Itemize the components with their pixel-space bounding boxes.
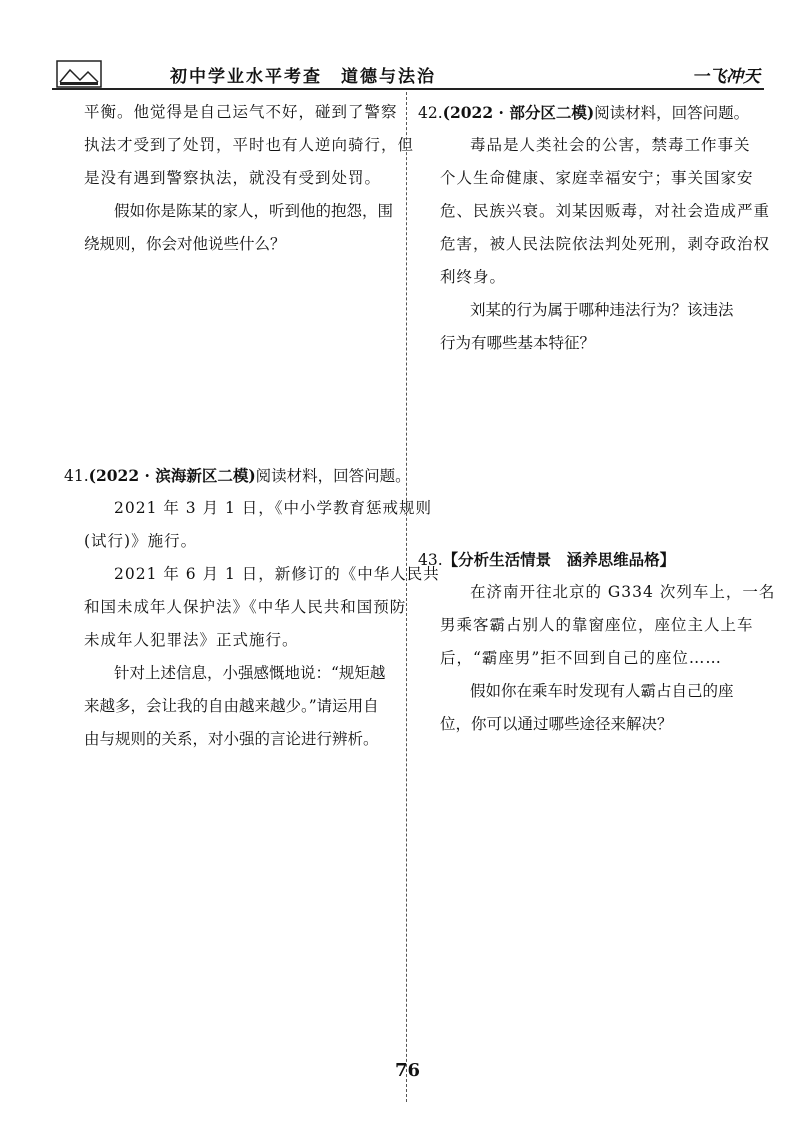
q42-material-line: 危、民族兴衰。刘某因贩毒，对社会造成严重 (440, 202, 771, 220)
q41-material-line: 2021 年 6 月 1 日，新修订的《中华人民共 (114, 565, 440, 583)
q41-material-line: 未成年人犯罪法》正式施行。 (84, 631, 299, 649)
q41-number: 41. (64, 467, 89, 485)
page-number: 76 (395, 1060, 421, 1081)
q41-question-line: 针对上述信息，小强感慨地说：“规矩越 (114, 664, 386, 682)
q41-material-line: 2021 年 3 月 1 日，《中小学教育惩戒规则 (114, 499, 433, 517)
q43-tag: 【分析生活情景 涵养思维品格】 (442, 550, 676, 569)
q40-material-line: 执法才受到了处罚，平时也有人逆向骑行，但 (84, 136, 415, 154)
q42-instruction: 阅读材料，回答问题。 (594, 104, 750, 122)
header-title: 初中学业水平考查 道德与法治 (170, 67, 436, 87)
q42-question-line: 行为有哪些基本特征？ (440, 334, 596, 352)
header-rule (52, 88, 764, 90)
q42-number: 42. (418, 104, 443, 122)
page-header (52, 58, 764, 90)
q43-material-line: 后，“霸座男”拒不回到自己的座位…… (440, 649, 722, 667)
q42-header (418, 97, 749, 129)
q41-instruction: 阅读材料，回答问题。 (255, 467, 411, 485)
q42-material-line: 个人生命健康、家庭幸福安宁；事关国家安 (440, 169, 754, 187)
q40-question-line: 假如你是陈某的家人，听到他的抱怨，围 (114, 202, 394, 220)
q41-question-line: 由与规则的关系，对小强的言论进行辨析。 (84, 730, 379, 748)
q42-material-line: 危害，被人民法院依法判处死刑，剥夺政治权 (440, 235, 771, 253)
q43-material-line: 在济南开往北京的 G334 次列车上，一名 (470, 583, 776, 601)
q42-material-line: 利终身。 (440, 268, 507, 286)
q42-source: (2022 · 部分区二模) (442, 103, 595, 122)
q43-material-line: 男乘客霸占别人的靠窗座位，座位主人上车 (440, 616, 754, 634)
q42-question-line: 刘某的行为属于哪种违法行为？该违法 (470, 301, 734, 319)
q43-question-line: 假如你在乘车时发现有人霸占自己的座 (470, 682, 734, 700)
q40-material-line: 是没有遇到警察执法，就没有受到处罚。 (84, 169, 382, 187)
q43-header (418, 544, 675, 576)
book-logo-icon (56, 60, 102, 88)
q40-material-line: 平衡。他觉得是自己运气不好，碰到了警察 (84, 103, 398, 121)
q41-material-line: (试行)》施行。 (84, 532, 198, 550)
q41-source: (2022 · 滨海新区二模) (88, 466, 256, 485)
q43-number: 43. (418, 551, 443, 569)
q42-material-line: 毒品是人类社会的公害，禁毒工作事关 (470, 136, 751, 154)
q41-header (64, 460, 411, 492)
q43-question-line: 位，你可以通过哪些途径来解决？ (440, 715, 673, 733)
q41-question-line: 来越多，会让我的自由越来越少。”请运用自 (84, 697, 379, 715)
q40-question-line: 绕规则，你会对他说些什么？ (84, 235, 286, 253)
header-brand: 一飞冲天 (692, 67, 760, 87)
q41-material-line: 和国未成年人保护法》《中华人民共和国预防 (84, 598, 407, 616)
